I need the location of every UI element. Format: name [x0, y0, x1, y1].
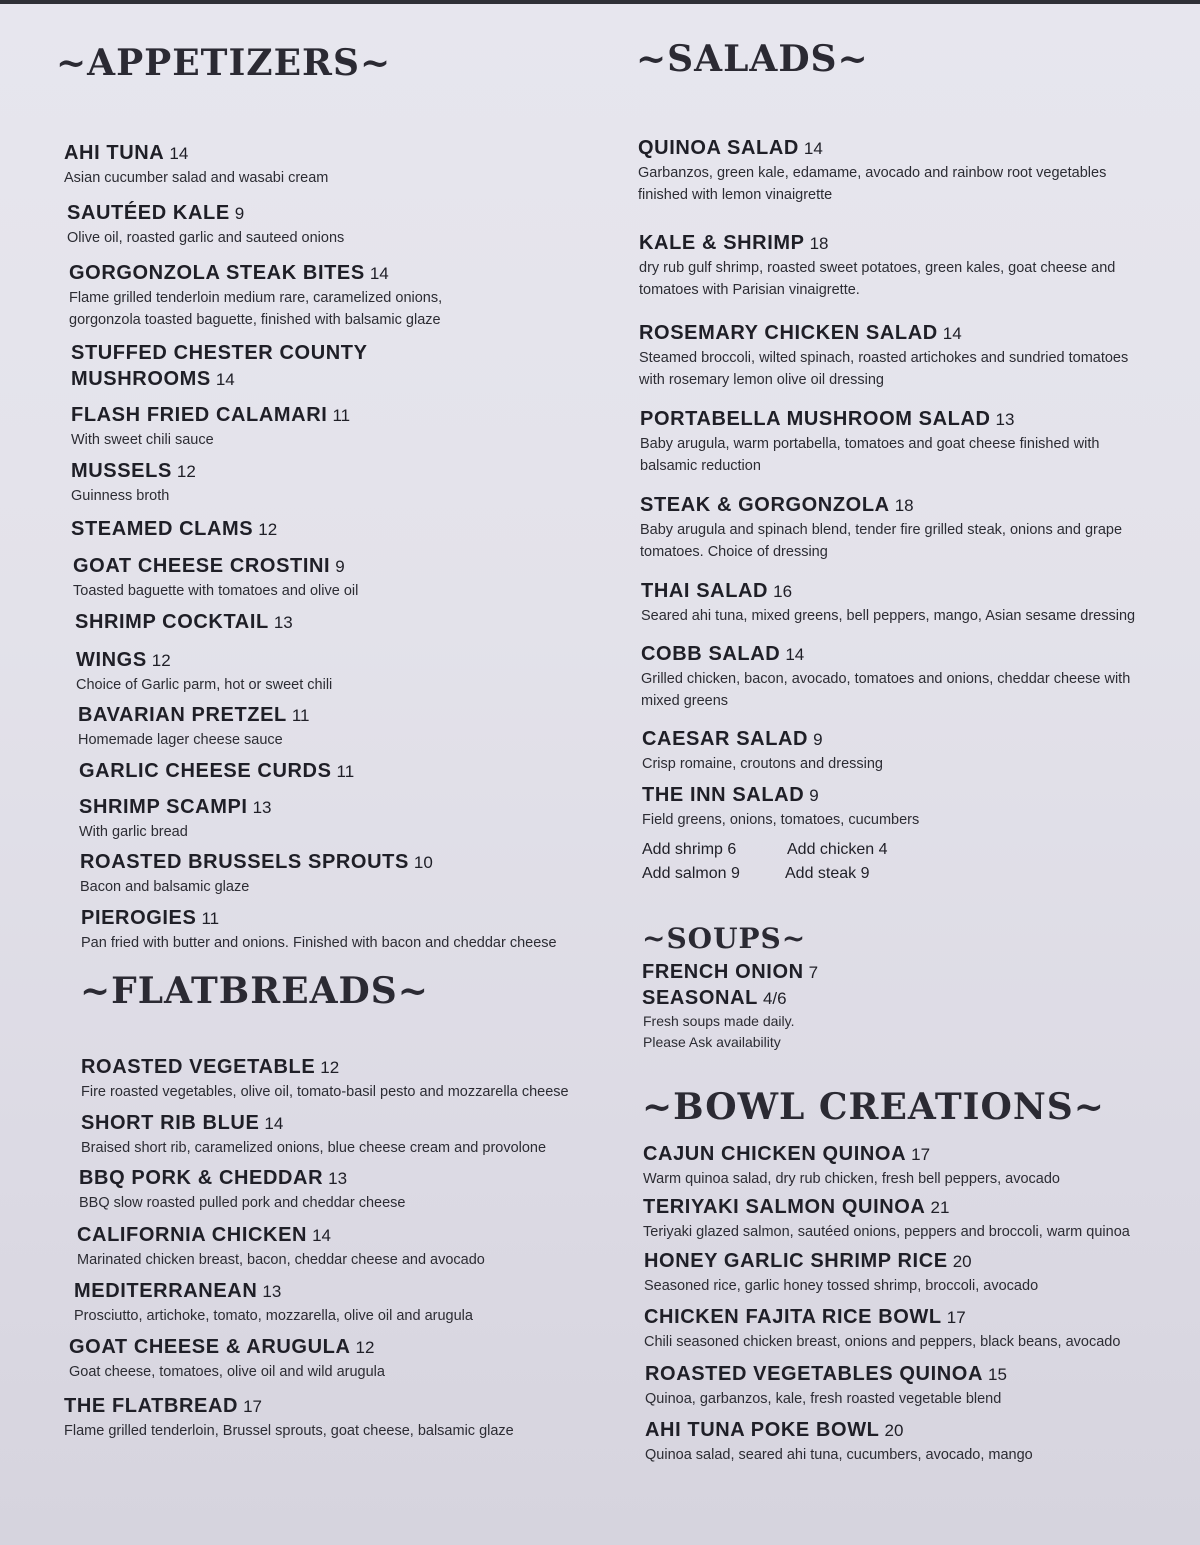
item-name-line [642, 985, 1162, 1012]
item-price: 12 [355, 1338, 375, 1357]
salads-item [638, 135, 1158, 206]
flatbreads-item [81, 1110, 621, 1159]
item-price: 17 [911, 1145, 931, 1164]
appetizers-item [79, 758, 619, 785]
appetizers-item [71, 340, 611, 393]
item-name: PORTABELLA MUSHROOM SALAD [640, 408, 991, 430]
addon-shrimp: Add shrimp 6 [642, 841, 737, 858]
item-name-line [71, 340, 611, 366]
item-name-line [639, 230, 1159, 257]
flatbreads-item [77, 1222, 617, 1271]
appetizers-item [71, 402, 611, 451]
item-description: With garlic bread [79, 824, 188, 840]
item-name: AHI TUNA [64, 142, 165, 164]
item-name: WINGS [76, 649, 147, 671]
item-name-line [79, 794, 619, 821]
bowls-item [643, 1194, 1163, 1243]
flatbreads-item [64, 1393, 604, 1442]
flatbreads-item [69, 1334, 609, 1383]
menu-page [0, 4, 1200, 1545]
item-price: 18 [809, 234, 829, 253]
item-price: 20 [884, 1421, 904, 1440]
item-price: 15 [988, 1365, 1007, 1384]
addon-salmon: Add salmon 9 [642, 865, 740, 882]
item-name: THE FLATBREAD [64, 1395, 239, 1417]
item-name: COBB SALAD [641, 643, 781, 665]
item-description: Toasted baguette with tomatoes and olive oil [73, 583, 359, 599]
item-name: CAJUN CHICKEN QUINOA [643, 1143, 907, 1165]
item-description: Steamed broccoli, wilted spinach, roasted artichokes and sundried tomatoes [639, 350, 1129, 366]
salads-item [641, 641, 1161, 712]
item-price: 11 [332, 406, 351, 425]
appetizers-item [80, 849, 620, 898]
item-price: 11 [336, 762, 355, 781]
flatbreads-item [74, 1278, 614, 1327]
item-price: 14 [264, 1114, 284, 1133]
item-price: 4/6 [762, 989, 787, 1008]
item-name: THAI SALAD [641, 580, 769, 602]
appetizers-item [67, 200, 607, 249]
item-name-line [81, 905, 621, 932]
item-description: with rosemary lemon olive oil dressing [639, 372, 884, 388]
bowls-title: ~BOWL CREATIONS~ [642, 1086, 1105, 1128]
item-name: ROSEMARY CHICKEN SALAD [639, 322, 938, 344]
appetizers-item [73, 553, 613, 602]
item-description: Teriyaki glazed salmon, sautéed onions, peppers and broccoli, warm quinoa [643, 1224, 1130, 1240]
item-name-line [643, 1141, 1163, 1168]
item-name-line [641, 641, 1161, 668]
item-name-line [79, 758, 619, 785]
item-name-line [64, 140, 604, 167]
item-name: GOAT CHEESE & ARUGULA [69, 1336, 351, 1358]
item-price: 13 [262, 1282, 282, 1301]
item-name-line [639, 320, 1159, 347]
item-name-line [76, 647, 616, 674]
item-description: With sweet chili sauce [71, 432, 214, 448]
appetizers-item [79, 794, 619, 843]
item-price: 21 [930, 1198, 950, 1217]
item-description: mixed greens [641, 693, 729, 709]
item-name-line [71, 458, 611, 485]
item-description: Garbanzos, green kale, edamame, avocado and rainbow root vegetables [638, 165, 1107, 181]
item-name-line [81, 1054, 621, 1081]
item-description: Chili seasoned chicken breast, onions and peppers, black beans, avocado [644, 1334, 1121, 1350]
item-name: AHI TUNA POKE BOWL [645, 1419, 880, 1441]
item-name: CHICKEN FAJITA RICE BOWL [644, 1306, 942, 1328]
item-name: FRENCH ONION [642, 961, 804, 983]
item-name: THE INN SALAD [642, 784, 805, 806]
item-price: 16 [773, 582, 793, 601]
item-description: Marinated chicken breast, bacon, cheddar cheese and avocado [77, 1252, 485, 1268]
item-price: 12 [151, 651, 171, 670]
item-name-line [645, 1417, 1165, 1444]
item-name: HONEY GARLIC SHRIMP RICE [644, 1250, 948, 1272]
item-name: SHRIMP COCKTAIL [75, 611, 269, 633]
item-name: QUINOA SALAD [638, 137, 799, 159]
flatbreads-item [79, 1165, 619, 1214]
item-description: gorgonzola toasted baguette, finished with balsamic glaze [69, 312, 441, 328]
item-name: PIEROGIES [81, 907, 197, 929]
item-description: Asian cucumber salad and wasabi cream [64, 170, 329, 186]
item-name: GOAT CHEESE CROSTINI [73, 555, 331, 577]
appetizers-item [76, 647, 616, 696]
item-name: SAUTÉED KALE [67, 202, 230, 224]
item-name-line [640, 492, 1160, 519]
item-description: Guinness broth [71, 488, 170, 504]
item-description: Bacon and balsamic glaze [80, 879, 250, 895]
salads-item [640, 492, 1160, 563]
item-description: Warm quinoa salad, dry rub chicken, fresh bell peppers, avocado [643, 1171, 1060, 1187]
item-description: Quinoa salad, seared ahi tuna, cucumbers, avocado, mango [645, 1447, 1033, 1463]
item-name-line [640, 406, 1160, 433]
appetizers-item [71, 458, 611, 507]
item-name: SEASONAL [642, 987, 758, 1009]
appetizers-title: ~APPETIZERS~ [56, 42, 392, 84]
item-name: MUSSELS [71, 460, 172, 482]
flatbreads-title: ~FLATBREADS~ [80, 970, 429, 1012]
salad-addons [642, 838, 942, 888]
item-name: BBQ PORK & CHEDDAR [79, 1167, 324, 1189]
appetizers-item [71, 516, 611, 543]
item-name: ROASTED VEGETABLES QUINOA [645, 1363, 983, 1385]
item-name: MEDITERRANEAN [74, 1280, 258, 1302]
item-name-line [74, 1278, 614, 1305]
item-name-line [75, 609, 615, 636]
item-price: 14 [312, 1226, 331, 1245]
item-name-line [641, 578, 1161, 605]
item-name-continued: MUSHROOMS [71, 368, 211, 390]
item-name: STUFFED CHESTER COUNTY [71, 342, 368, 364]
item-description: Crisp romaine, croutons and dressing [642, 756, 883, 772]
item-price: 20 [952, 1252, 972, 1271]
item-description: Prosciutto, artichoke, tomato, mozzarella, olive oil and arugula [74, 1308, 473, 1324]
salads-item [641, 578, 1161, 627]
item-price: 9 [813, 730, 823, 749]
item-name-line [642, 782, 1162, 809]
item-name: KALE & SHRIMP [639, 232, 805, 254]
item-description: Seasoned rice, garlic honey tossed shrimp, broccoli, avocado [644, 1278, 1039, 1294]
item-name-line [79, 1165, 619, 1192]
item-description: Fire roasted vegetables, olive oil, tomato-basil pesto and mozzarella cheese [81, 1084, 569, 1100]
item-price: 12 [320, 1058, 340, 1077]
item-price: 17 [243, 1397, 263, 1416]
item-description: Quinoa, garbanzos, kale, fresh roasted vegetable blend [645, 1391, 1002, 1407]
bowls-item [643, 1141, 1163, 1190]
item-description: tomatoes with Parisian vinaigrette. [639, 282, 860, 298]
item-name-line [645, 1361, 1165, 1388]
item-description: Homemade lager cheese sauce [78, 732, 283, 748]
bowls-item [645, 1417, 1165, 1466]
item-name-line [642, 959, 1162, 986]
flatbreads-item [81, 1054, 621, 1103]
item-name-line [64, 1393, 604, 1420]
salads-item [640, 406, 1160, 477]
item-description: Seared ahi tuna, mixed greens, bell peppers, mango, Asian sesame dressing [641, 608, 1136, 624]
item-price: 10 [413, 853, 433, 872]
soups-item [642, 985, 1162, 1012]
item-description: Olive oil, roasted garlic and sauteed onions [67, 230, 345, 246]
item-price: 9 [809, 786, 819, 805]
item-description: BBQ slow roasted pulled pork and cheddar cheese [79, 1195, 406, 1211]
item-description: Goat cheese, tomatoes, olive oil and wild arugula [69, 1364, 385, 1380]
item-price: 14 [803, 139, 823, 158]
salads-item [639, 320, 1159, 391]
item-description: Choice of Garlic parm, hot or sweet chili [76, 677, 333, 693]
item-description: Braised short rib, caramelized onions, blue cheese cream and provolone [81, 1140, 547, 1156]
bowls-item [644, 1248, 1164, 1297]
item-name: BAVARIAN PRETZEL [78, 704, 287, 726]
bowls-item [644, 1304, 1164, 1353]
item-price: 11 [201, 909, 220, 928]
item-description: Pan fried with butter and onions. Finished with bacon and cheddar cheese [81, 935, 557, 951]
item-description: finished with lemon vinaigrette [638, 187, 833, 203]
item-name-line [69, 1334, 609, 1361]
item-name-line [80, 849, 620, 876]
soups-item [642, 959, 1162, 986]
item-name: SHORT RIB BLUE [81, 1112, 260, 1134]
soups-title: ~SOUPS~ [642, 922, 807, 955]
item-name-line [643, 1194, 1163, 1221]
item-description: Baby arugula and spinach blend, tender fire grilled steak, onions and grape [640, 522, 1123, 538]
item-name: STEAMED CLAMS [71, 518, 254, 540]
item-name: SHRIMP SCAMPI [79, 796, 248, 818]
item-price: 13 [273, 613, 293, 632]
item-name: ROASTED BRUSSELS SPROUTS [80, 851, 409, 873]
item-name-line [642, 726, 1162, 753]
appetizers-item [78, 702, 618, 751]
item-name-line [638, 135, 1158, 162]
item-price: 14 [942, 324, 962, 343]
item-name: CAESAR SALAD [642, 728, 809, 750]
item-name-line [81, 1110, 621, 1137]
salads-item [642, 726, 1162, 775]
soups-note-availability: Please Ask availability [643, 1034, 781, 1050]
appetizers-item [69, 260, 609, 331]
item-name-line [78, 702, 618, 729]
item-name-line [644, 1248, 1164, 1275]
item-price: 14 [785, 645, 805, 664]
salads-title: ~SALADS~ [636, 38, 869, 80]
appetizers-item [64, 140, 604, 189]
item-name: TERIYAKI SALMON QUINOA [643, 1196, 926, 1218]
item-price: 14 [369, 264, 389, 283]
item-price: 7 [808, 963, 819, 982]
bowls-item [645, 1361, 1165, 1410]
item-price: 14 [215, 370, 235, 389]
item-description: Grilled chicken, bacon, avocado, tomatoes and onions, cheddar cheese with [641, 671, 1131, 687]
item-description: Baby arugula, warm portabella, tomatoes and goat cheese finished with [640, 436, 1100, 452]
item-name-line [77, 1222, 617, 1249]
item-description: Flame grilled tenderloin, Brussel sprouts, goat cheese, balsamic glaze [64, 1423, 514, 1439]
salads-item [642, 782, 1162, 831]
item-name: CALIFORNIA CHICKEN [77, 1224, 308, 1246]
salads-item [639, 230, 1159, 301]
item-name: GORGONZOLA STEAK BITES [69, 262, 365, 284]
addon-chicken: Add chicken 4 [787, 841, 888, 858]
item-name-line [644, 1304, 1164, 1331]
item-price: 9 [335, 557, 345, 576]
appetizers-item [81, 905, 621, 954]
item-name: FLASH FRIED CALAMARI [71, 404, 328, 426]
item-price: 9 [234, 204, 245, 223]
addon-steak: Add steak 9 [785, 865, 870, 882]
item-price: 13 [328, 1169, 348, 1188]
item-name-line [71, 402, 611, 429]
item-name-line [71, 516, 611, 543]
item-description: dry rub gulf shrimp, roasted sweet potatoes, green kales, goat cheese and [639, 260, 1116, 276]
item-price: 18 [894, 496, 914, 515]
item-name-line [73, 553, 613, 580]
item-price: 13 [252, 798, 272, 817]
item-price: 17 [946, 1308, 966, 1327]
item-name: ROASTED VEGETABLE [81, 1056, 316, 1078]
item-description: balsamic reduction [640, 458, 761, 474]
item-description: Field greens, onions, tomatoes, cucumbers [642, 812, 920, 828]
soups-note-daily: Fresh soups made daily. [643, 1013, 795, 1029]
item-price: 12 [258, 520, 278, 539]
item-name-line [71, 366, 611, 393]
item-name: GARLIC CHEESE CURDS [79, 760, 332, 782]
item-name-line [69, 260, 609, 287]
item-name: STEAK & GORGONZOLA [640, 494, 890, 516]
item-name-line [67, 200, 607, 227]
item-description: tomatoes. Choice of dressing [640, 544, 828, 560]
item-description: Flame grilled tenderloin medium rare, caramelized onions, [69, 290, 443, 306]
item-price: 12 [176, 462, 196, 481]
item-price: 11 [291, 706, 310, 725]
item-price: 14 [169, 144, 189, 163]
appetizers-item [75, 609, 615, 636]
item-price: 13 [995, 410, 1015, 429]
